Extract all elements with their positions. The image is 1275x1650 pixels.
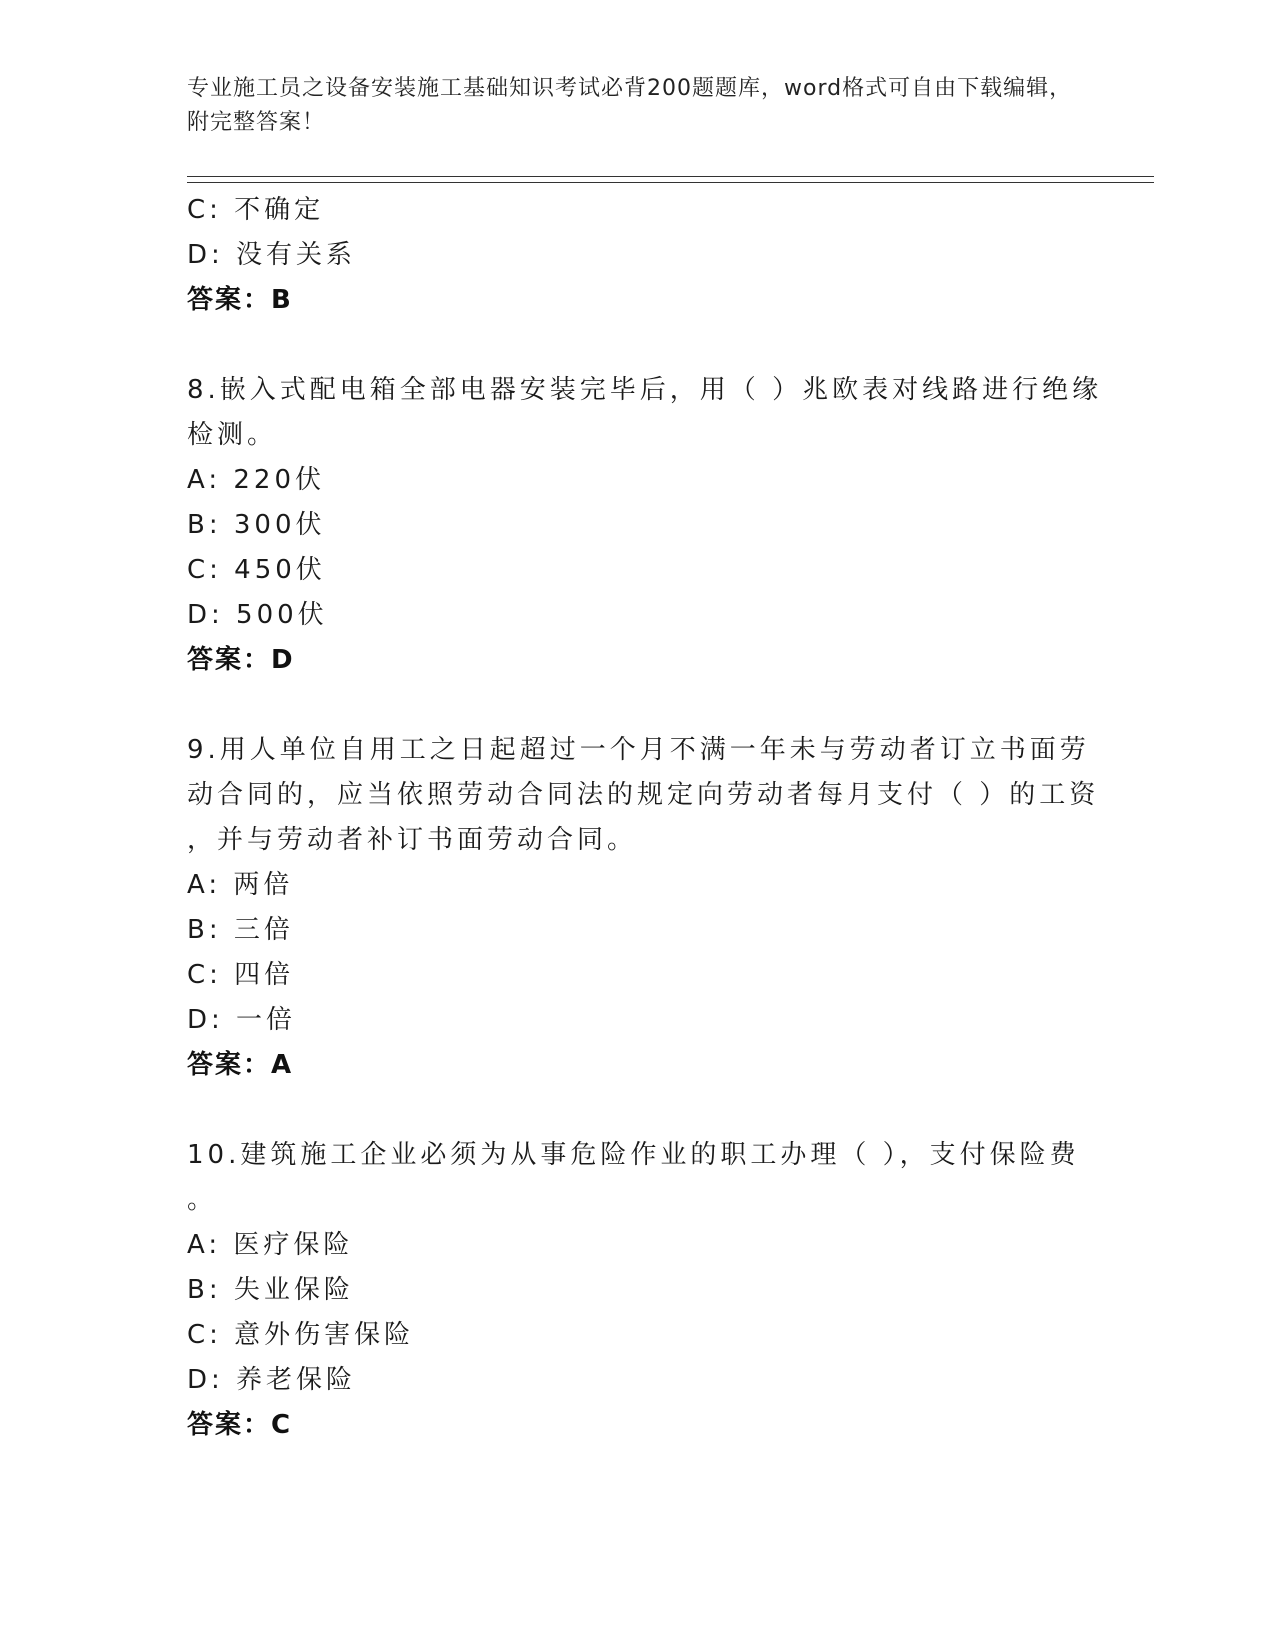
- question-9-option-d: D: 一倍: [187, 1005, 297, 1035]
- question-10-option-b: B: 失业保险: [187, 1275, 354, 1305]
- question-8-option-a: A: 220伏: [187, 465, 325, 495]
- question-9-text-line-3: ，并与劳动者补订书面劳动合同。: [187, 825, 638, 855]
- question-8-text-line-1: 8.嵌入式配电箱全部电器安装完毕后，用（ ）兆欧表对线路进行绝缘: [187, 375, 1103, 405]
- question-10-text-line-1: 10.建筑施工企业必须为从事危险作业的职工办理（ ），支付保险费: [187, 1140, 1080, 1170]
- answer-label: 答案：B: [187, 285, 293, 315]
- header-divider-top: [187, 176, 1154, 177]
- question-9-text-line-2: 动合同的，应当依照劳动合同法的规定向劳动者每月支付（ ）的工资: [187, 780, 1100, 810]
- page-header-title: 专业施工员之设备安装施工基础知识考试必背200题题库，word格式可自由下载编辑，附完整答案！: [187, 76, 1073, 135]
- question-8-option-b: B: 300伏: [187, 510, 326, 540]
- question-10-text-line-2: 。: [187, 1185, 218, 1215]
- question-9-answer: 答案：A: [187, 1050, 294, 1080]
- question-9-option-c: C: 四倍: [187, 960, 295, 990]
- question-9-option-b: B: 三倍: [187, 915, 294, 945]
- question-9-text-line-1: 9.用人单位自用工之日起超过一个月不满一年未与劳动者订立书面劳: [187, 735, 1090, 765]
- question-8-option-d: D: 500伏: [187, 600, 328, 630]
- question-10-option-a: A: 医疗保险: [187, 1230, 354, 1260]
- question-8-text-line-2: 检测。: [187, 420, 278, 450]
- question-8-answer: 答案：D: [187, 645, 295, 675]
- question-9-option-a: A: 两倍: [187, 870, 294, 900]
- question-10-option-d: D: 养老保险: [187, 1365, 357, 1395]
- option-c: C: 不确定: [187, 195, 325, 225]
- question-10-answer: 答案：C: [187, 1410, 293, 1440]
- option-d: D: 没有关系: [187, 240, 357, 270]
- header-divider-bottom: [187, 182, 1154, 183]
- question-10-option-c: C: 意外伤害保险: [187, 1320, 415, 1350]
- question-8-option-c: C: 450伏: [187, 555, 326, 585]
